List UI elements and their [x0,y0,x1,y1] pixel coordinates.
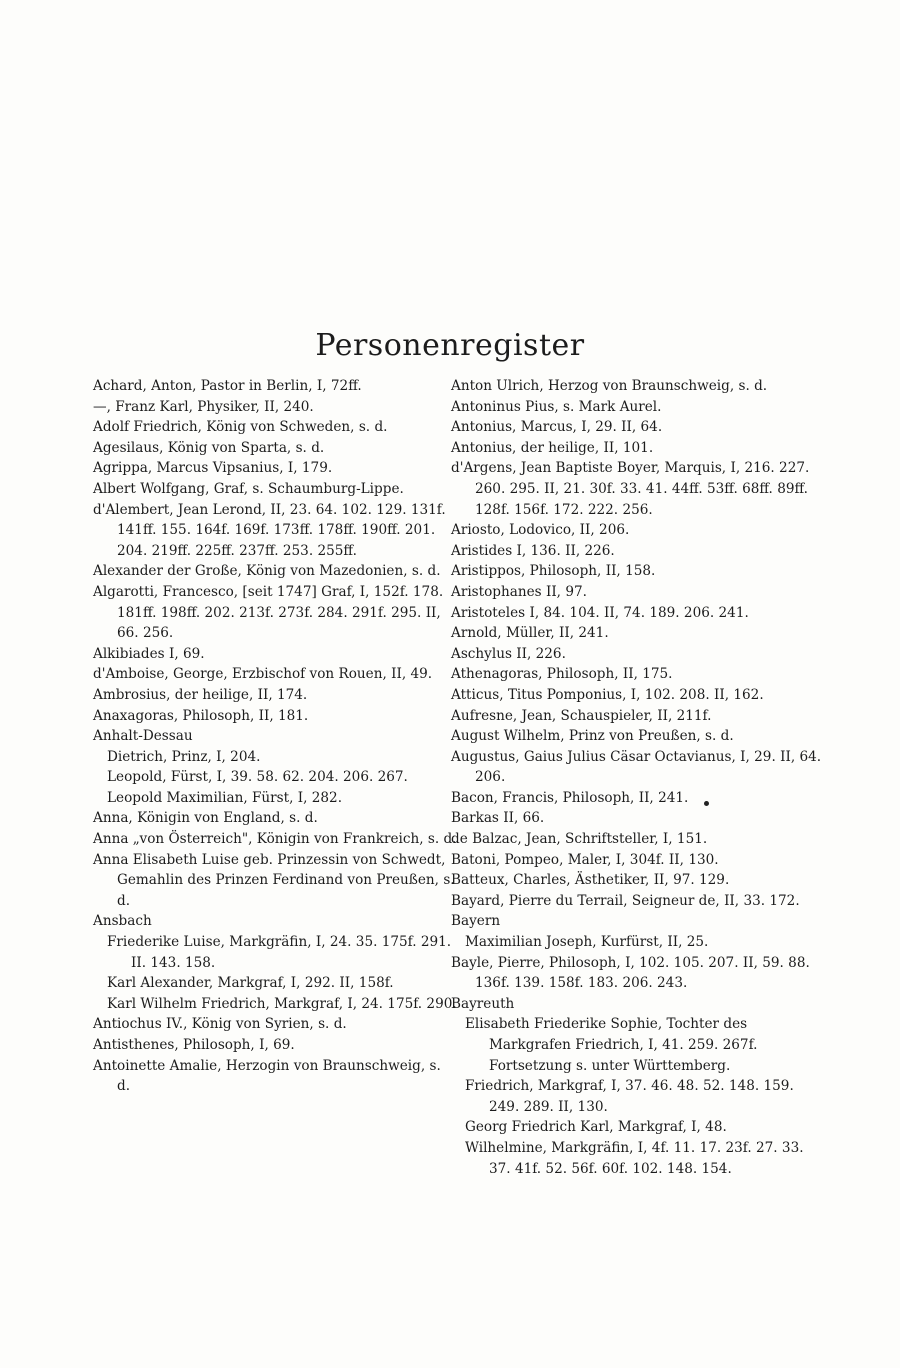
index-subentry: Wilhelmine, Markgräfin, I, 4f. 11. 17. 23f. 27. 33. 37. 41f. 52. 56f. 60f. 102. 148. 154. [465,1139,804,1177]
index-entry: Adolf Friedrich, König von Schweden, s. d. [93,419,388,436]
index-entry: Bayreuth [451,995,515,1012]
index-subentry: Friedrich, Markgraf, I, 37. 46. 48. 52. 148. 159. 249. 289. II, 130. [465,1078,794,1115]
index-entry: Anton Ulrich, Herzog von Braunschweig, s. d. [451,378,768,394]
index-entry: Bayle, Pierre, Philosoph, I, 102. 105. 207. II, 59. 88. 136f. 139. 158f. 183. 206. 243. [451,954,810,992]
index-subentry: Leopold, Fürst, I, 39. 58. 62. 204. 206. 267. [107,769,408,786]
index-entry: —, Franz Karl, Physiker, II, 240. [93,398,314,415]
index-entry: Antiochus IV., König von Syrien, s. d. [93,1016,347,1033]
index-entry: Barkas II, 66. [451,810,545,827]
index-entry: Anna, Königin von England, s. d. [93,810,318,827]
index-subentry: Friederike Luise, Markgräfin, I, 24. 35. 175f. 291. II. 143. 158. [107,934,452,971]
index-subentry: Karl Alexander, Markgraf, I, 292. II, 158f. [107,975,394,992]
index-entry: Batteux, Charles, Ästhetiker, II, 97. 129. [451,872,730,889]
index-entry: Algarotti, Francesco, [seit 1747] Graf, I, 152f. 178. 181ff. 198ff. 202. 213f. 273f. 284. 291f. 295. II, 66. 256. [93,583,444,642]
index-subentry: Maximilian Joseph, Kurfürst, II, 25. [465,934,709,951]
index-entry: Achard, Anton, Pastor in Berlin, I, 72ff. [93,378,362,394]
index-column-right [451,376,823,1179]
index-entry: Alkibiades I, 69. [93,645,205,662]
index-entry: Atticus, Titus Pomponius, I, 102. 208. II, 162. [451,686,764,703]
index-subentry: Elisabeth Friederike Sophie, Tochter des Markgrafen Friedrich, I, 41. 259. 267f. Fortsetzung s. unter Württemberg. [465,1016,758,1074]
index-entry: Antonius, der heilige, II, 101. [451,439,654,456]
index-entry: Aristippos, Philosoph, II, 158. [451,563,656,580]
index-entry: Ariosto, Lodovico, II, 206. [451,522,630,539]
index-entry: Batoni, Pompeo, Maler, I, 304f. II, 130. [451,851,719,868]
index-entry: Albert Wolfgang, Graf, s. Schaumburg-Lippe. [93,480,404,497]
index-subentry: Karl Wilhelm Friedrich, Markgraf, I, 24. 175f. 290. [107,995,457,1012]
index-entry: Antisthenes, Philosoph, I, 69. [93,1037,295,1053]
index-entry: Agrippa, Marcus Vipsanius, I, 179. [93,460,333,477]
index-entry: Anhalt-Dessau [93,728,193,745]
index-column-left [93,376,458,1097]
index-entry: d'Amboise, George, Erzbischof von Rouen, II, 49. [93,666,433,683]
index-entry: Bacon, Francis, Philosoph, II, 241. [451,789,689,806]
index-entry: Anaxagoras, Philosoph, II, 181. [93,707,309,724]
index-entry: d'Argens, Jean Baptiste Boyer, Marquis, I, 216. 227. 260. 295. II, 21. 30f. 33. 41. 44ff. 53ff. 68ff. 89ff. 128f. 156f. 172. 222. 256. [451,460,810,518]
index-entry: Athenagoras, Philosoph, II, 175. [451,666,673,683]
index-entry: d'Alembert, Jean Lerond, II, 23. 64. 102. 129. 131f. 141ff. 155. 164f. 169f. 173ff. 178ff. 190ff. 201. 204. 219ff. 225ff. 237ff. 253. 255ff. [93,501,446,559]
index-entry: Aufresne, Jean, Schauspieler, II, 211f. [451,707,712,724]
index-entry: Anna Elisabeth Luise geb. Prinzessin von Schwedt, Gemahlin des Prinzen Ferdinand von Preußen, s. d. [93,851,455,909]
index-entry: Bayard, Pierre du Terrail, Seigneur de, II, 33. 172. [451,892,800,909]
index-subentry: Georg Friedrich Karl, Markgraf, I, 48. [465,1119,727,1136]
index-entry: Augustus, Gaius Julius Cäsar Octavianus, I, 29. II, 64. 206. [451,748,822,786]
index-entry: Anna „von Österreich", Königin von Frankreich, s. d. [93,831,457,848]
index-entry: de Balzac, Jean, Schriftsteller, I, 151. [451,831,708,848]
index-entry: Agesilaus, König von Sparta, s. d. [93,439,325,456]
index-entry: Aristoteles I, 84. 104. II, 74. 189. 206. 241. [451,604,749,621]
index-entry: Ambrosius, der heilige, II, 174. [93,686,308,703]
index-entry: Alexander der Große, König von Mazedonien, s. d. [93,563,441,580]
index-entry: Aschylus II, 226. [451,645,566,662]
index-entry: Antonius, Marcus, I, 29. II, 64. [451,419,663,436]
index-entry: August Wilhelm, Prinz von Preußen, s. d. [451,728,734,745]
index-entry: Aristophanes II, 97. [451,583,587,600]
index-entry: Bayern [451,913,501,930]
page-title: Personenregister [315,328,585,364]
index-subentry: Leopold Maximilian, Fürst, I, 282. [107,789,343,806]
ink-dot [704,801,709,806]
index-entry: Arnold, Müller, II, 241. [451,625,609,642]
index-subentry: Dietrich, Prinz, I, 204. [107,748,261,765]
index-entry: Ansbach [93,913,152,930]
index-entry: Aristides I, 136. II, 226. [451,542,615,559]
index-entry: Antoinette Amalie, Herzogin von Braunschweig, s. d. [93,1057,441,1095]
index-entry: Antoninus Pius, s. Mark Aurel. [451,398,662,415]
